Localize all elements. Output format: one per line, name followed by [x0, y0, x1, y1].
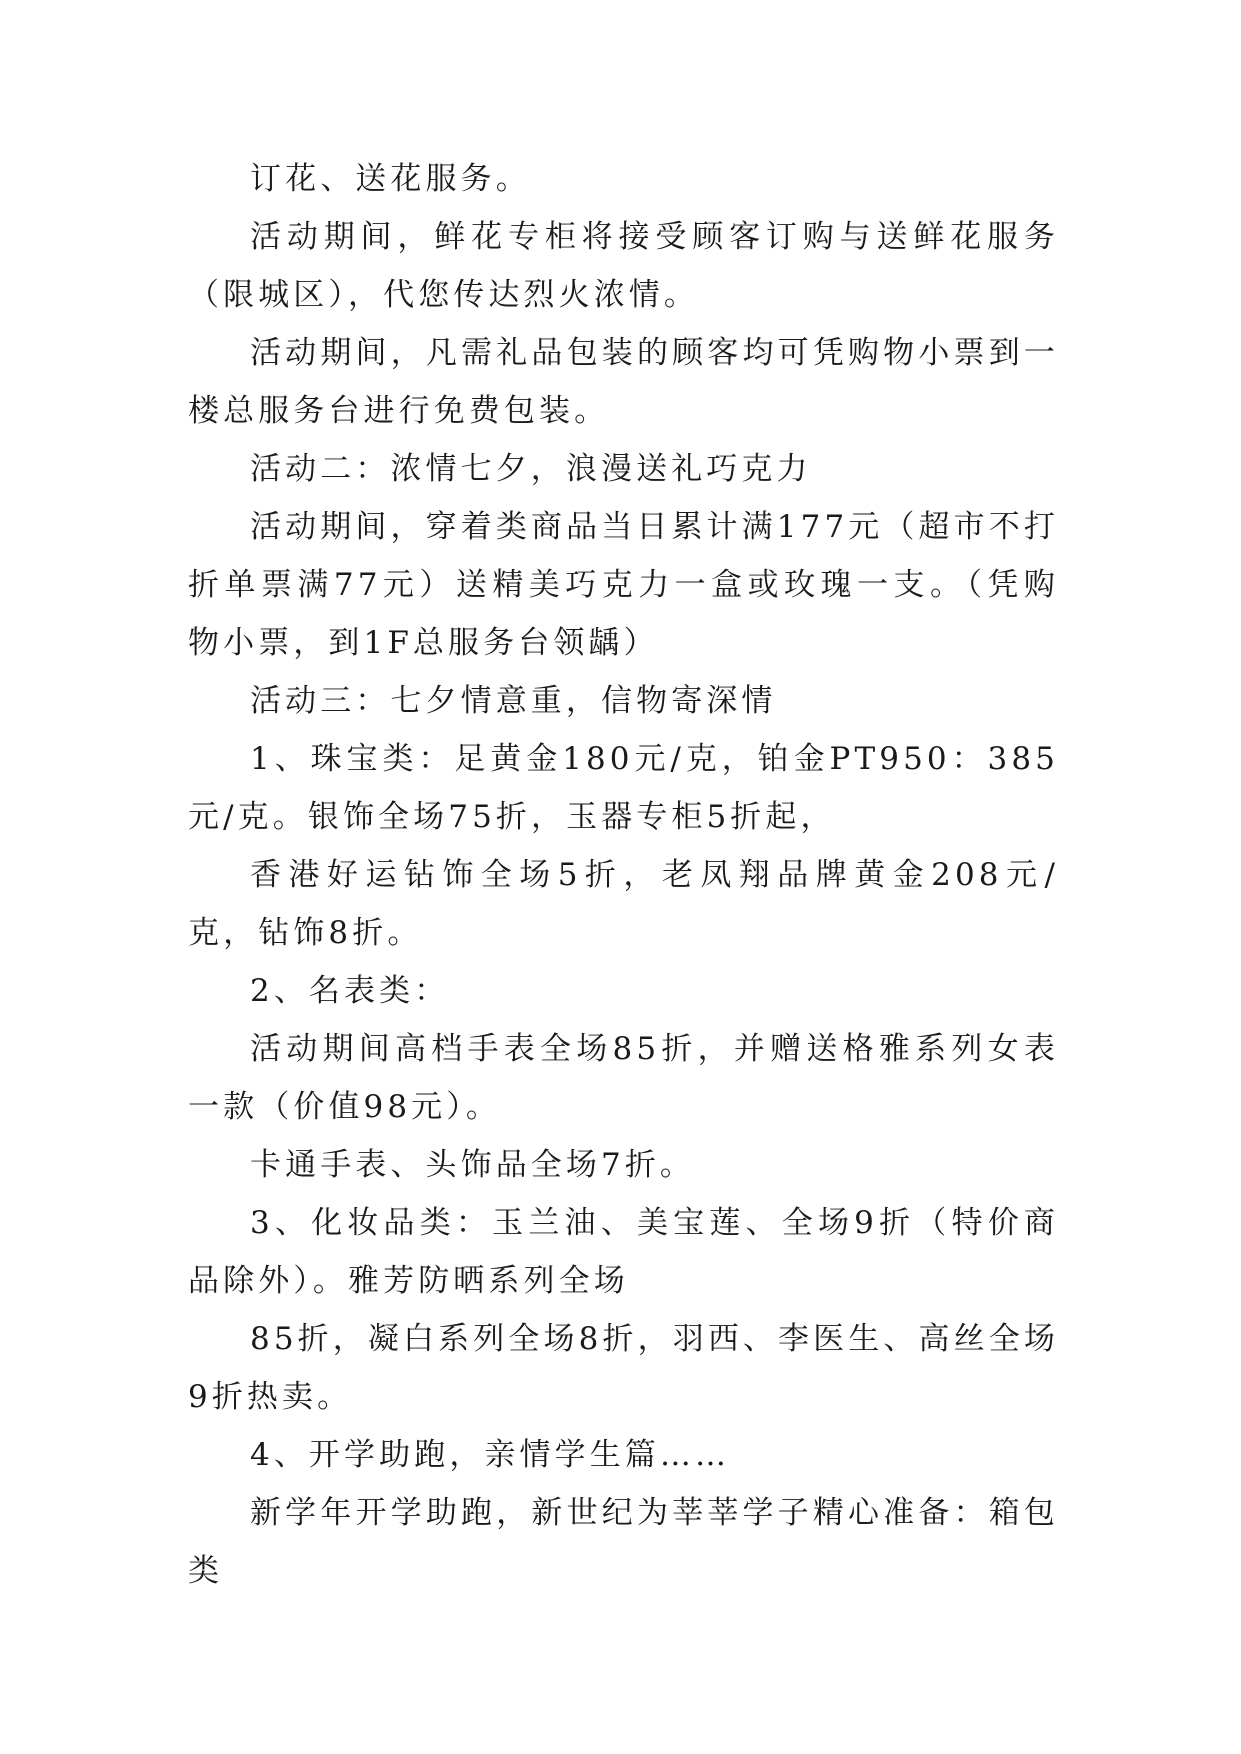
paragraph: 订花、送花服务。 [250, 161, 531, 197]
paragraph: 活动期间高档手表全场85折，并赠送格雅系列女表一款（价值98元）。 [188, 1031, 1059, 1125]
paragraph: 卡通手表、头饰品全场7折。 [250, 1147, 696, 1183]
list-item: 3、化妆品类：玉兰油、美宝莲、全场9折（特价商品除外）。雅芳防晒系列全场 [188, 1205, 1059, 1299]
list-item: 2、名表类： [250, 973, 450, 1009]
paragraph: 活动期间，穿着类商品当日累计满177元（超市不打折单票满77元）送精美巧克力一盒或玫瑰一支。（凭购物小票，到1F总服务台领龋） [188, 509, 1059, 661]
paragraph: 香港好运钻饰全场5折，老凤翔品牌黄金208元/克，钻饰8折。 [188, 857, 1059, 951]
list-item: 4、开学助跑，亲情学生篇…… [250, 1437, 731, 1473]
document-body [188, 150, 1059, 1600]
paragraph: 活动期间，凡需礼品包装的顾客均可凭购物小票到一楼总服务台进行免费包装。 [188, 335, 1059, 429]
section-heading: 活动二：浓情七夕，浪漫送礼巧克力 [250, 451, 812, 487]
paragraph: 新学年开学助跑，新世纪为莘莘学子精心准备：箱包类 [188, 1495, 1059, 1589]
section-heading: 活动三：七夕情意重，信物寄深情 [250, 683, 777, 719]
paragraph: 85折，凝白系列全场8折，羽西、李医生、高丝全场9折热卖。 [188, 1321, 1059, 1415]
paragraph: 活动期间，鲜花专柜将接受顾客订购与送鲜花服务（限城区），代您传达烈火浓情。 [188, 219, 1059, 313]
list-item: 1、珠宝类：足黄金180元/克，铂金PT950：385元/克。银饰全场75折，玉器专柜5折起， [188, 741, 1059, 835]
